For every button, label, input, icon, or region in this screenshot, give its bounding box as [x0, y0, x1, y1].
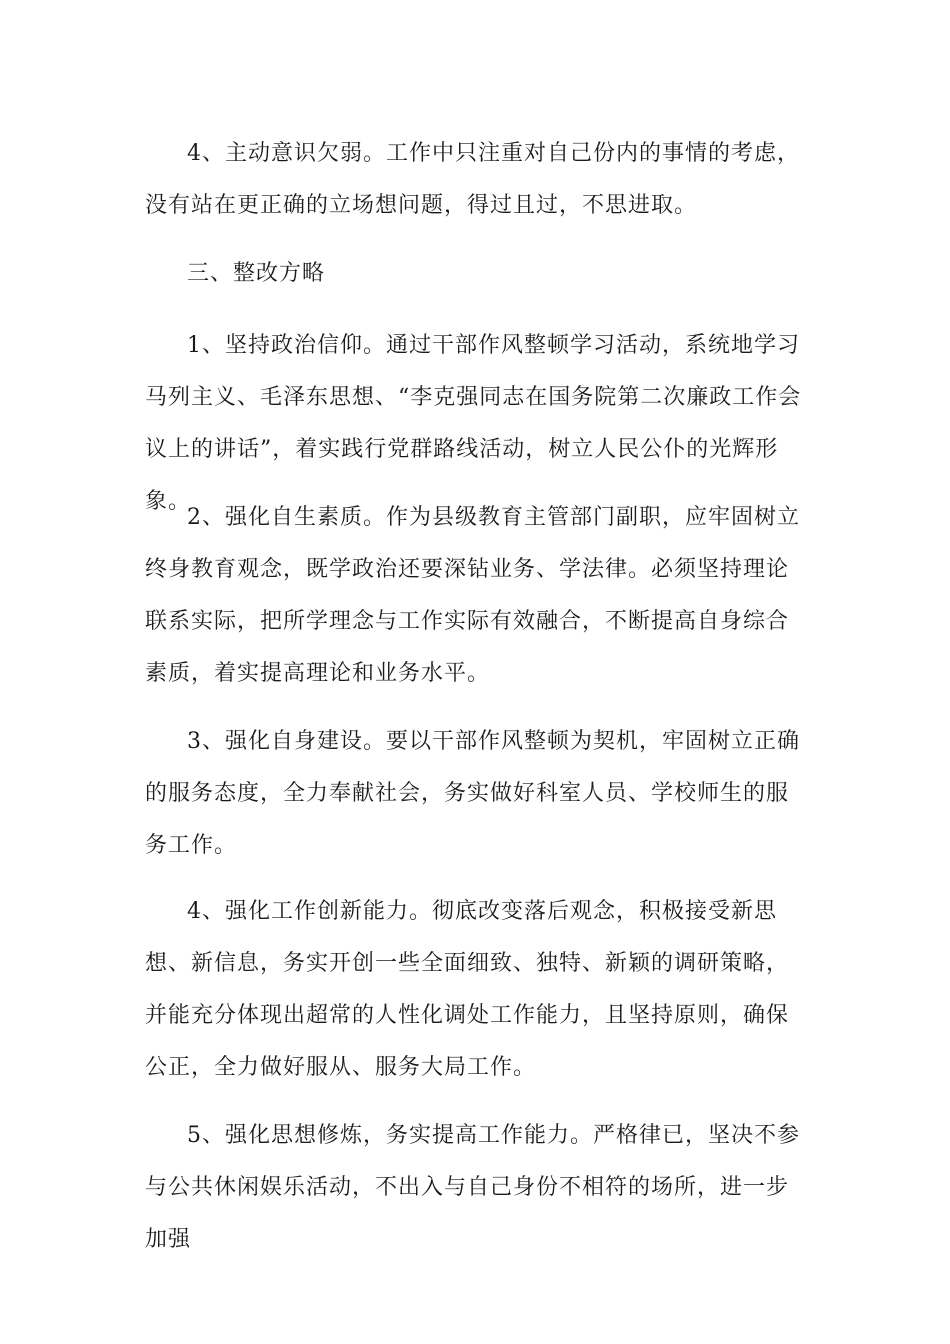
paragraph-weakness-4: 4、主动意识欠弱。工作中只注重对自己份内的事情的考虑，没有站在更正确的立场想问题，得过且过，不思进取。 — [145, 141, 800, 218]
paragraph-measure-3: 3、强化自身建设。要以干部作风整顿为契机，牢固树立正确的服务态度，全力奉献社会，务实做好科室人员、学校师生的服务工作。 — [145, 729, 800, 858]
paragraph-measure-1: 1、坚持政治信仰。通过干部作风整顿学习活动，系统地学习马列主义、毛泽东思想、“李克强同志在国务院第二次廉政工作会议上的讲话”，着实践行党群路线活动，树立人民公仆的光辉形象。 — [145, 333, 802, 514]
paragraph-measure-4: 4、强化工作创新能力。彻底改变落后观念，积极接受新思想、新信息，务实开创一些全面细致、独特、新颖的调研策略，并能充分体现出超常的人性化调处工作能力，且坚持原则，确保公正，全力做好服从、服务大局工作。 — [145, 899, 790, 1080]
section-heading-rectification: 三、整改方略 — [187, 261, 326, 286]
paragraph-measure-5: 5、强化思想修炼，务实提高工作能力。严格律已，坚决不参与公共休闲娱乐活动，不出入与自己身份不相符的场所，进一步加强 — [145, 1123, 800, 1252]
paragraph-measure-2: 2、强化自生素质。作为县级教育主管部门副职，应牢固树立终身教育观念，既学政治还要深钻业务、学法律。必须坚持理论联系实际，把所学理念与工作实际有效融合，不断提高自身综合素质，着实提高理论和业务水平。 — [145, 505, 800, 686]
